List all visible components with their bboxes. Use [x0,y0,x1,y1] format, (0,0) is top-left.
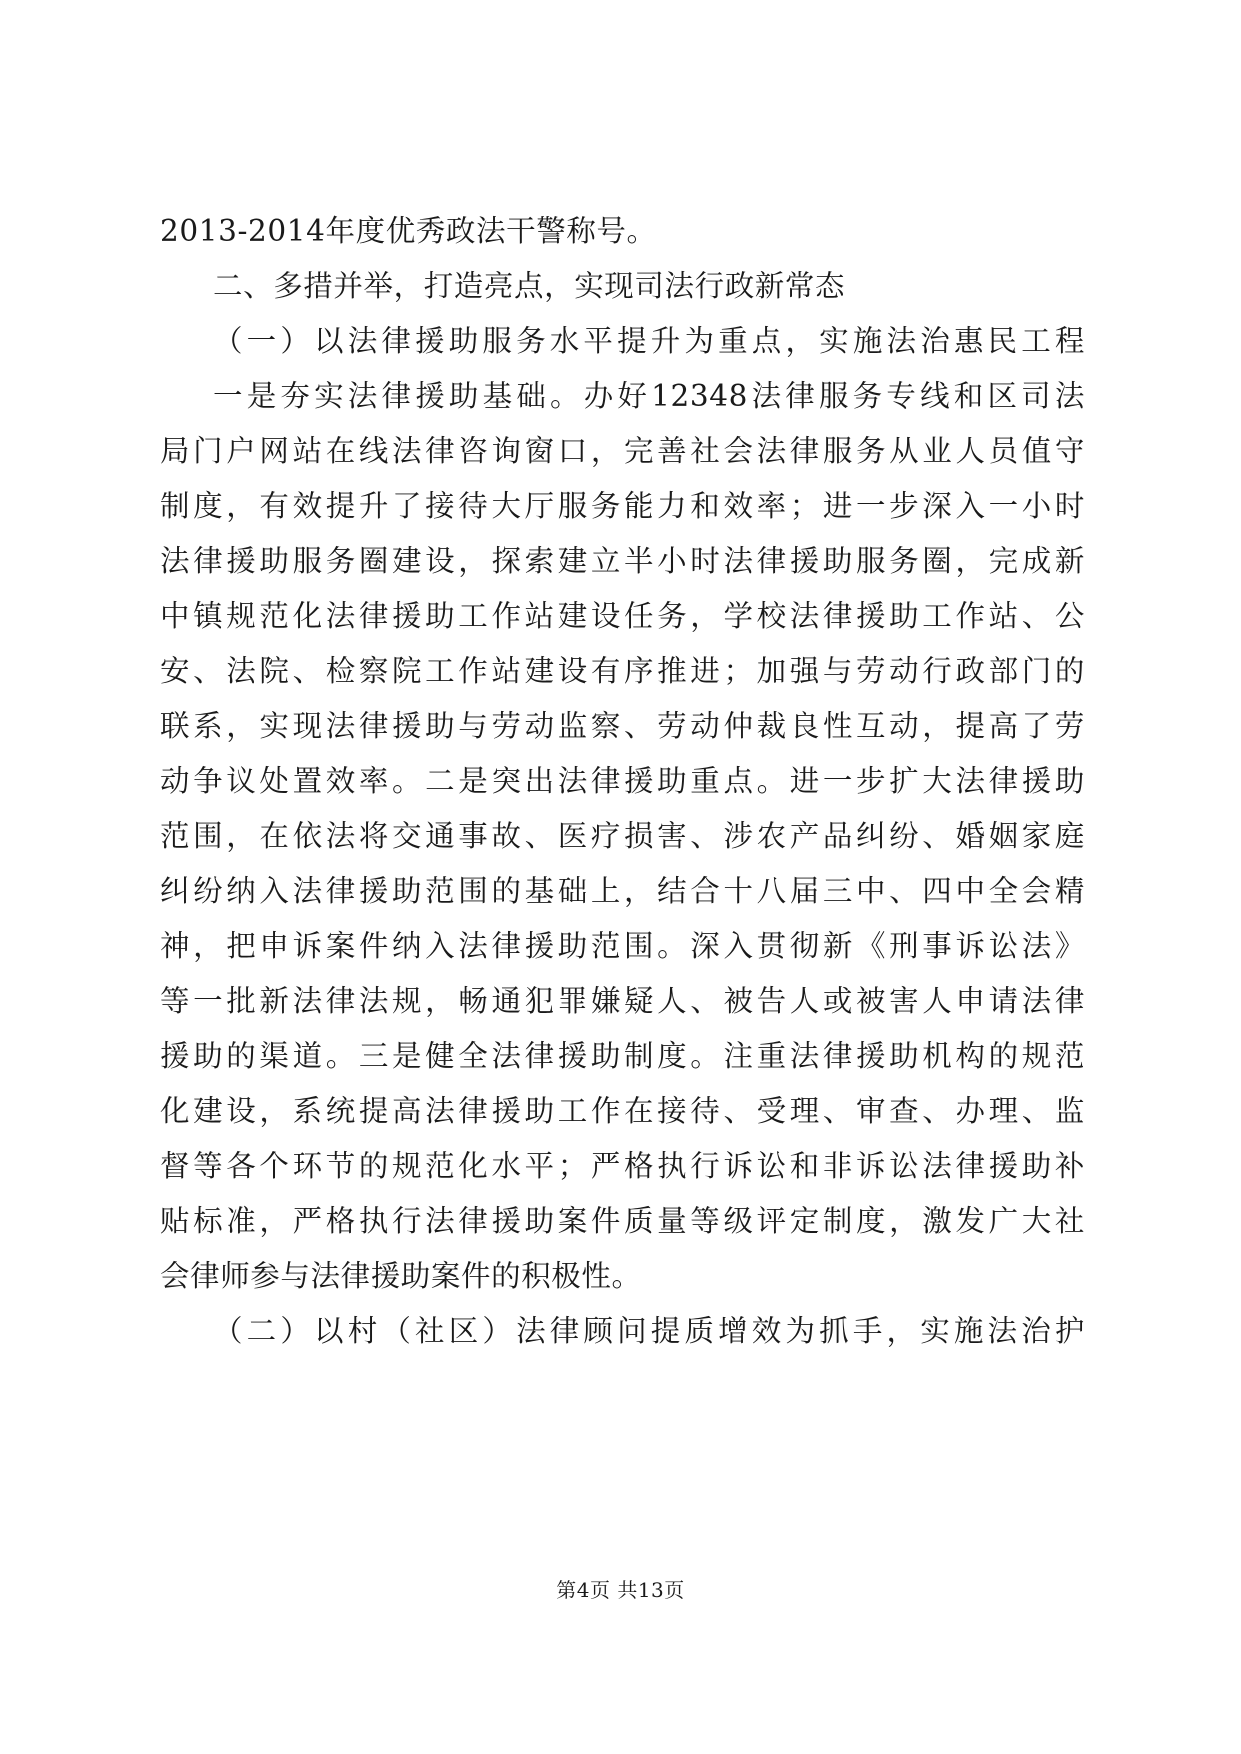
body-line-12: 范围，在依法将交通事故、医疗损害、涉农产品纠纷、婚姻家庭 [160,819,1085,853]
body-line-14: 神，把申诉案件纳入法律援助范围。深入贯彻新《刑事诉讼法》 [160,929,1085,963]
body-line-20: 会律师参与法律援助案件的积极性。 [160,1259,642,1293]
body-line-5: 局门户网站在线法律咨询窗口，完善社会法律服务从业人员值守 [160,434,1085,468]
body-line-18: 督等各个环节的规范化水平；严格执行诉讼和非诉讼法律援助补 [160,1149,1085,1183]
body-line-4: 一是夯实法律援助基础。办好12348法律服务专线和区司法 [213,379,1085,413]
page-footer: 第4页 共13页 [556,1578,685,1602]
body-line-16: 援助的渠道。三是健全法律援助制度。注重法律援助机构的规范 [160,1039,1085,1073]
section-heading: 二、多措并举，打造亮点，实现司法行政新常态 [213,269,846,303]
subsection-heading-1: （一）以法律援助服务水平提升为重点，实施法治惠民工程 [213,324,1085,358]
body-line-1: 2013-2014年度优秀政法干警称号。 [160,214,657,248]
body-line-8: 中镇规范化法律援助工作站建设任务，学校法律援助工作站、公 [160,599,1085,633]
body-line-10: 联系，实现法律援助与劳动监察、劳动仲裁良性互动，提高了劳 [160,709,1085,743]
body-line-9: 安、法院、检察院工作站建设有序推进；加强与劳动行政部门的 [160,654,1085,688]
body-line-11: 动争议处置效率。二是突出法律援助重点。进一步扩大法律援助 [160,764,1085,798]
body-line-6: 制度，有效提升了接待大厅服务能力和效率；进一步深入一小时 [160,489,1085,523]
body-line-7: 法律援助服务圈建设，探索建立半小时法律援助服务圈，完成新 [160,544,1085,578]
body-line-17: 化建设，系统提高法律援助工作在接待、受理、审查、办理、监 [160,1094,1085,1128]
body-line-19: 贴标准，严格执行法律援助案件质量等级评定制度，激发广大社 [160,1204,1085,1238]
subsection-heading-2: （二）以村（社区）法律顾问提质增效为抓手，实施法治护 [213,1314,1085,1348]
body-line-15: 等一批新法律法规，畅通犯罪嫌疑人、被告人或被害人申请法律 [160,984,1085,1018]
body-line-13: 纠纷纳入法律援助范围的基础上，结合十八届三中、四中全会精 [160,874,1085,908]
